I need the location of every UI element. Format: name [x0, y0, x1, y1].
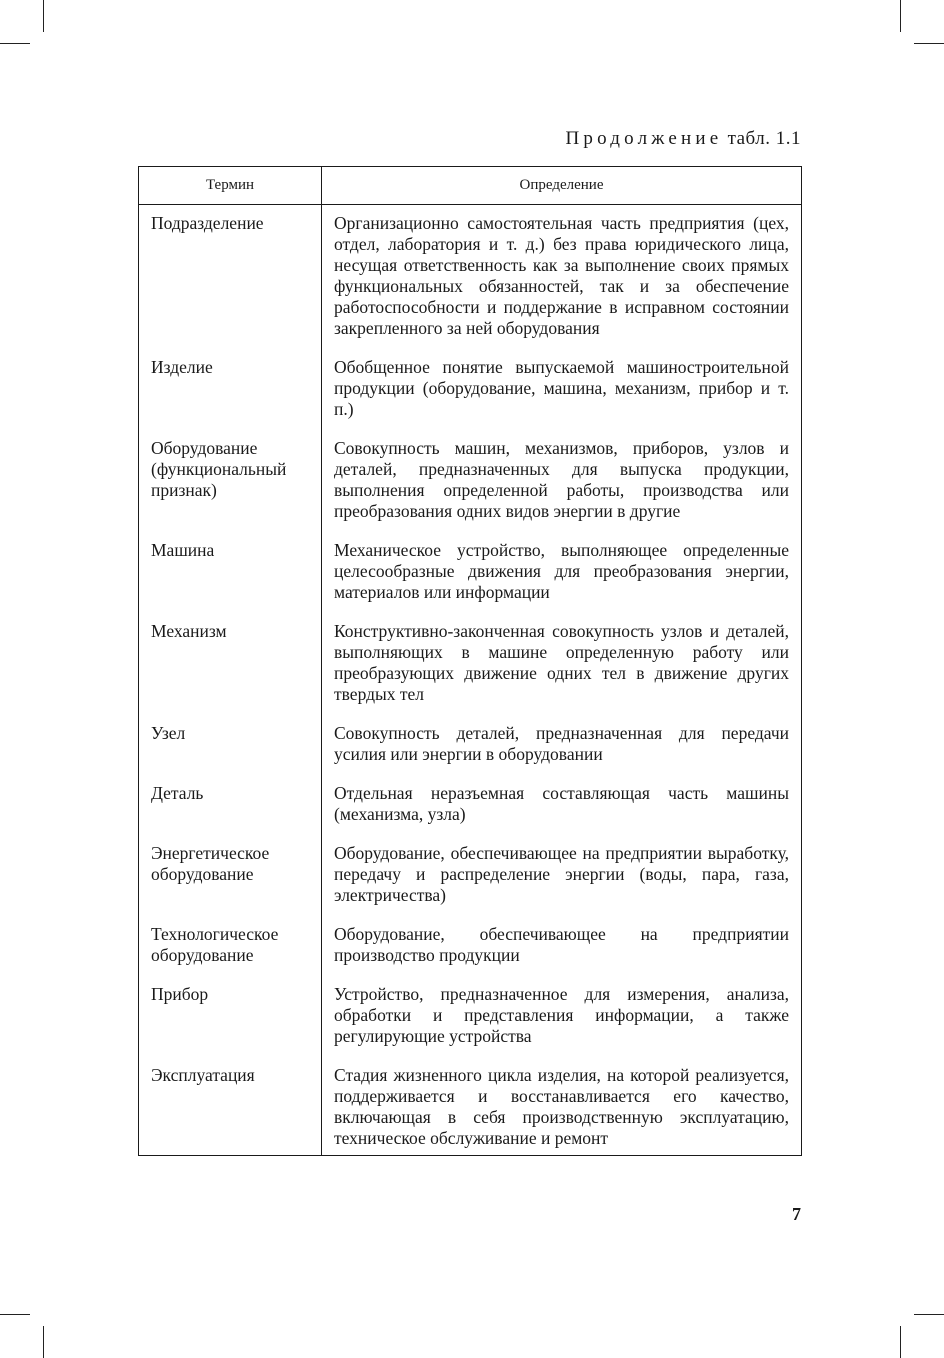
definition-cell: Совокупность машин, механизмов, приборов, узлов и деталей, предназначенных для выпуска продукции, выполнения определенной работы, производства или преобразования одних видов энергии в другие: [334, 438, 789, 521]
table-row: [139, 438, 802, 540]
term-cell: Подразделение: [139, 205, 322, 358]
term-cell: Энергетическое оборудование: [139, 843, 322, 924]
definition-cell: Обобщенное понятие выпускаемой машиностроительной продукции (оборудование, машина, механизм, прибор и т. п.): [334, 357, 789, 419]
term-cell: Технологическое оборудование: [139, 924, 322, 984]
table-row: [139, 205, 802, 358]
term-cell: Узел: [139, 723, 322, 783]
table-row: [139, 357, 802, 438]
term-cell: Машина: [139, 540, 322, 621]
caption-continuation: Продолжение: [565, 128, 723, 149]
definition-cell: Механическое устройство, выполняющее определенные целесообразные движения для преобразования энергии, материалов или информации: [334, 540, 789, 602]
page-number: 7: [792, 1204, 801, 1224]
caption-table-ref: табл. 1.1: [727, 128, 801, 149]
definition-cell: Устройство, предназначенное для измерения, анализа, обработки и представления информации, а также регулирующие устройства: [334, 984, 789, 1046]
table-row: [139, 621, 802, 723]
term-cell: Оборудование (функциональный признак): [139, 438, 322, 540]
table-header-row: [139, 167, 802, 205]
crop-mark-top-left-h: [0, 43, 30, 44]
term-cell: Деталь: [139, 783, 322, 843]
table-row: [139, 984, 802, 1065]
definition-cell: Оборудование, обеспечивающее на предприятии производство продукции: [334, 924, 789, 965]
table-row: [139, 924, 802, 984]
definition-cell: Совокупность деталей, предназначенная для передачи усилия или энергии в оборудовании: [334, 723, 789, 764]
definition-cell: Стадия жизненного цикла изделия, на которой реализуется, поддерживается и восстанавливается его качество, включающая в себя производственную эксплуатацию, техническое обслуживание и ремонт: [334, 1065, 789, 1148]
definition-cell: Отдельная неразъемная составляющая часть машины (механизма, узла): [334, 783, 789, 824]
crop-mark-top-left-v: [43, 0, 44, 32]
crop-mark-bottom-left-h: [0, 1314, 30, 1315]
header-definition: Определение: [322, 167, 802, 205]
crop-mark-top-right-h: [914, 43, 944, 44]
table-row: [139, 843, 802, 924]
table-row: [139, 783, 802, 843]
definition-cell: Организационно самостоятельная часть предприятия (цех, отдел, лаборатория и т. д.) без права юридического лица, несущая ответственность как за выполнение своих прямых функциональных обязанностей, так и за обеспечение работоспособности и поддержание в исправном состоянии закрепленного за ней оборудования: [334, 213, 789, 338]
crop-mark-bottom-right-v: [900, 1326, 901, 1358]
table-row: [139, 1065, 802, 1156]
term-cell: Прибор: [139, 984, 322, 1065]
table-row: [139, 540, 802, 621]
term-cell: Эксплуатация: [139, 1065, 322, 1156]
definition-cell: Оборудование, обеспечивающее на предприятии выработку, передачу и распределение энергии (воды, пара, газа, электричества): [334, 843, 789, 905]
crop-mark-bottom-left-v: [43, 1326, 44, 1358]
table-caption: [565, 128, 801, 150]
terms-table: [138, 166, 802, 1156]
header-term: Термин: [139, 167, 322, 205]
crop-mark-bottom-right-h: [914, 1314, 944, 1315]
crop-mark-top-right-v: [900, 0, 901, 32]
table-row: [139, 723, 802, 783]
term-cell: Изделие: [139, 357, 322, 438]
term-cell: Механизм: [139, 621, 322, 723]
definition-cell: Конструктивно-законченная совокупность узлов и деталей, выполняющих в машине определенную работу или преобразующих движение одних тел в движение других твердых тел: [334, 621, 789, 704]
